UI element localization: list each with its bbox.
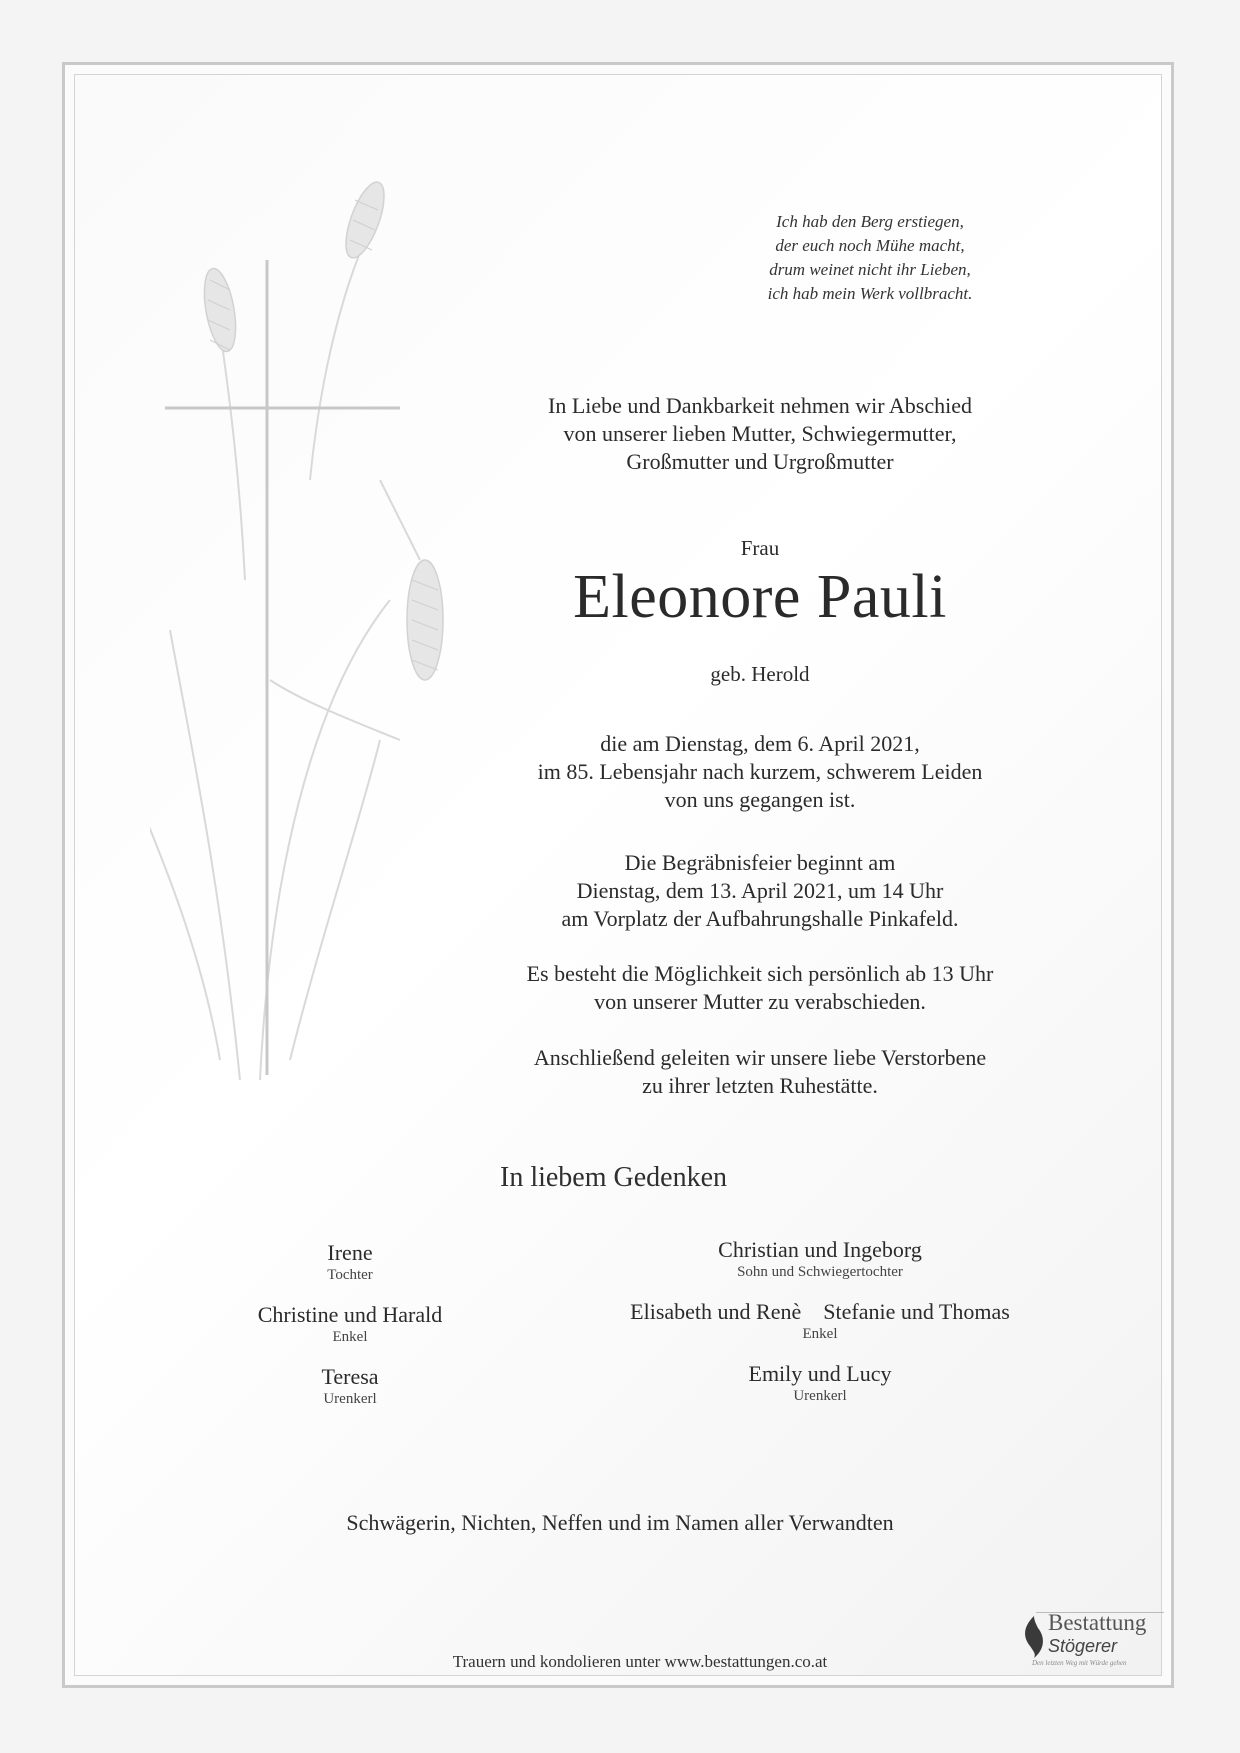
mourner-relation: Urenkerl xyxy=(323,1391,377,1407)
intro-line: von unserer lieben Mutter, Schwiegermutter, xyxy=(563,421,957,446)
logo-brand-line2: Stögerer xyxy=(1048,1636,1118,1656)
mourner-name: Irene xyxy=(327,1240,373,1265)
logo-brand-line1: Bestattung xyxy=(1048,1610,1147,1635)
intro-line: Großmutter und Urgroßmutter xyxy=(626,449,894,474)
mourner-name: Emily und Lucy xyxy=(748,1361,892,1386)
burial-line: zu ihrer letzten Ruhestätte. xyxy=(642,1073,878,1098)
death-notice xyxy=(440,730,1080,814)
mourner-relation: Enkel xyxy=(802,1326,838,1342)
flame-icon xyxy=(1020,1614,1050,1658)
intro-line: In Liebe und Dankbarkeit nehmen wir Abschied xyxy=(548,393,972,418)
funeral-line: Dienstag, dem 13. April 2021, um 14 Uhr xyxy=(576,878,944,903)
funeral-line: am Vorplatz der Aufbahrungshalle Pinkafeld. xyxy=(561,906,959,931)
poem-line: ich hab mein Werk vollbracht. xyxy=(767,284,973,303)
mourner-entry xyxy=(200,1240,500,1284)
poem xyxy=(720,210,1020,306)
salutation: Frau xyxy=(740,536,780,560)
logo-tagline: Den letzten Weg mit Würde gehen xyxy=(1032,1659,1127,1667)
memory-heading: In liebem Gedenken xyxy=(500,1162,728,1193)
death-notice-line: die am Dienstag, dem 6. April 2021, xyxy=(600,731,920,756)
intro-text xyxy=(440,392,1080,476)
mourner-name: Christine und Harald xyxy=(257,1302,443,1327)
death-notice-line: im 85. Lebensjahr nach kurzem, schwerem Leiden xyxy=(537,759,983,784)
funeral-home-logo xyxy=(1018,1610,1170,1674)
burial-info xyxy=(440,1044,1080,1100)
deceased-name: Eleonore Pauli xyxy=(573,563,947,631)
mourner-entry xyxy=(200,1364,500,1408)
condolence-footer: Trauern und kondolieren unter www.bestattungen.co.at xyxy=(452,1652,828,1671)
farewell-info xyxy=(440,960,1080,1016)
poem-line: der euch noch Mühe macht, xyxy=(775,236,965,255)
funeral-line: Die Begräbnisfeier beginnt am xyxy=(624,850,896,875)
mourner-relation: Enkel xyxy=(332,1329,368,1345)
mourner-entry xyxy=(580,1361,1060,1405)
cross-wheat-icon xyxy=(150,180,490,1080)
poem-line: Ich hab den Berg erstiegen, xyxy=(776,212,964,231)
death-notice-line: von uns gegangen ist. xyxy=(664,787,856,812)
mourner-relation: Urenkerl xyxy=(793,1388,847,1404)
relatives-line: Schwägerin, Nichten, Neffen und im Namen aller Verwandten xyxy=(346,1510,894,1535)
mourner-entry xyxy=(580,1299,1060,1343)
funeral-info xyxy=(440,849,1080,933)
mourner-name: Teresa xyxy=(321,1364,379,1389)
burial-line: Anschließend geleiten wir unsere liebe Verstorbene xyxy=(533,1045,987,1070)
mourner-relation: Tochter xyxy=(327,1267,373,1283)
farewell-line: Es besteht die Möglichkeit sich persönlich ab 13 Uhr xyxy=(526,961,994,986)
mourner-name: Christian und Ingeborg xyxy=(718,1237,922,1262)
farewell-line: von unserer Mutter zu verabschieden. xyxy=(594,989,926,1014)
poem-line: drum weinet nicht ihr Lieben, xyxy=(769,260,971,279)
birth-name: geb. Herold xyxy=(710,662,810,686)
mourner-relation: Sohn und Schwiegertochter xyxy=(737,1264,903,1280)
mourner-name: Stefanie und Thomas xyxy=(823,1299,1010,1324)
mourner-entry xyxy=(200,1302,500,1346)
mourner-name: Elisabeth und Renè xyxy=(630,1299,802,1324)
mourner-entry xyxy=(580,1237,1060,1281)
